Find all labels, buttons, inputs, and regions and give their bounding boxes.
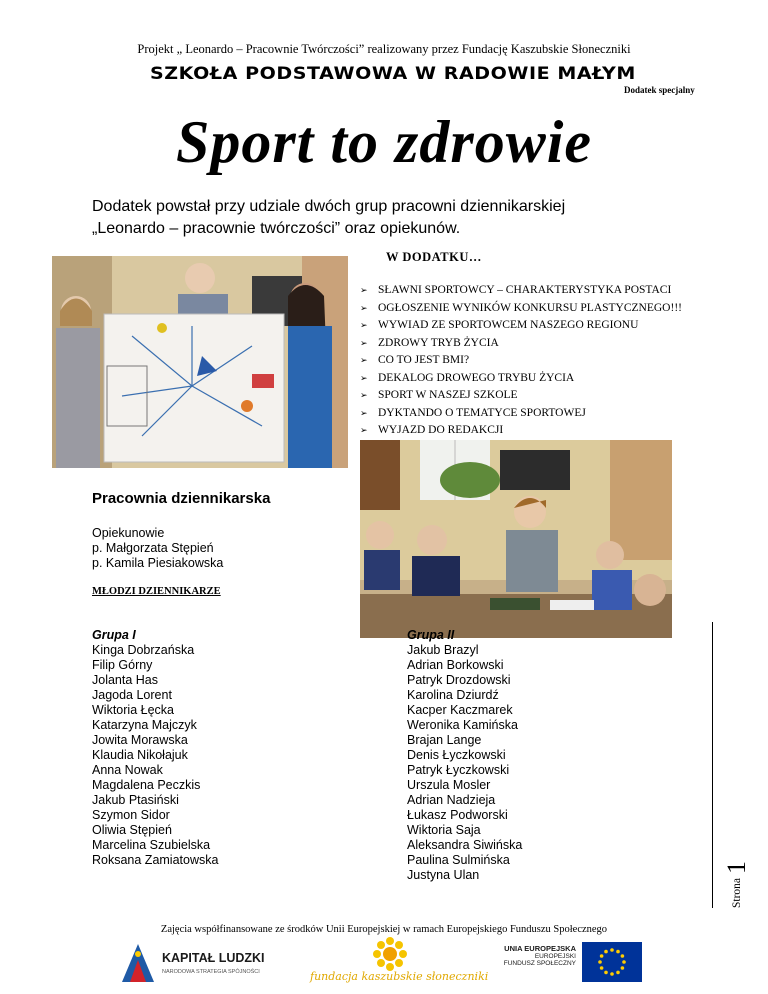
school-name: SZKOŁA PODSTAWOWA W RADOWIE MAŁYM: [150, 64, 636, 84]
member-name: Jowita Morawska: [92, 733, 188, 747]
caretakers-block: [92, 526, 223, 571]
young-journalists-heading: MŁODZI DZIENNIKARZE: [92, 586, 221, 597]
eu-text-block: [490, 944, 576, 984]
bullet-arrow-icon: ➢: [360, 286, 368, 296]
special-edition-label: Dodatek specjalny: [624, 85, 695, 95]
project-line: Projekt „ Leonardo – Pracownie Twórczości” realizowany przez Fundację Kaszubskie Słoneczniki: [137, 42, 631, 56]
bullet-arrow-icon: ➢: [360, 408, 368, 419]
group-title: Grupa II: [407, 628, 455, 642]
caretaker-name: p. Kamila Piesiakowska: [92, 556, 224, 570]
footer-funding-text: Zajęcia współfinansowane ze środków Unii Europejskiej w ramach Europejskiego Funduszu Społecznego: [160, 924, 608, 935]
member-name: Jakub Ptasiński: [92, 793, 179, 807]
kapital-ludzki-emblem-icon: [118, 942, 158, 986]
kapital-ludzki-logo: [118, 942, 278, 988]
member-name: Aleksandra Siwińska: [407, 838, 523, 852]
bullet-arrow-icon: ➢: [360, 391, 368, 401]
caretakers-label: Opiekunowie: [92, 526, 165, 540]
intro-text: [92, 196, 565, 240]
member-name: Urszula Mosler: [407, 778, 491, 792]
supplement-list: [360, 282, 682, 457]
classroom-photo: [360, 440, 672, 638]
list-item: ➢ SŁAWNI SPORTOWCY – CHARAKTERYSTYKA POSTACI: [360, 282, 682, 300]
member-name: Magdalena Peczkis: [92, 778, 201, 792]
eu-line-1: UNIA EUROPEJSKA: [504, 944, 576, 953]
list-item: ➢ DEKALOG DROWEGO TRYBU ŻYCIA: [360, 370, 682, 388]
member-name: Patryk Łyczkowski: [407, 763, 510, 777]
list-item: ➢ WYJAZD DO REDAKCJI: [360, 422, 682, 440]
caretaker-name: p. Małgorzata Stępień: [92, 541, 214, 555]
supplement-heading: W DODATKU…: [386, 250, 482, 264]
member-name: Klaudia Nikołajuk: [92, 748, 188, 762]
member-name: Wiktoria Łęcka: [92, 703, 174, 717]
member-name: Łukasz Podworski: [407, 808, 508, 822]
group-1-list: [92, 628, 218, 868]
member-name: Kinga Dobrzańska: [92, 643, 195, 657]
member-name: Weronika Kamińska: [407, 718, 518, 732]
member-name: Karolina Dziurdź: [407, 688, 499, 702]
intro-line-1: Dodatek powstał przy udziale dwóch grup pracowni dziennikarskiej: [92, 198, 566, 215]
group-2-list: [407, 628, 522, 883]
fundacja-name: fundacja kaszubskie słoneczniki: [310, 970, 489, 983]
member-name: Denis Łyczkowski: [407, 748, 506, 762]
list-item: ➢ WYWIAD ZE SPORTOWCEM NASZEGO REGIONU: [360, 317, 682, 335]
sunflower-icon: [372, 936, 408, 972]
member-name: Marcelina Szubielska: [92, 838, 211, 852]
bullet-arrow-icon: ➢: [360, 338, 368, 349]
bullet-arrow-icon: ➢: [360, 426, 368, 436]
list-item: ➢ OGŁOSZENIE WYNIKÓW KONKURSU PLASTYCZNEGO!!!: [360, 300, 682, 318]
list-item: ➢ DYKTANDO O TEMATYCE SPORTOWEJ: [360, 405, 682, 423]
member-name: Justyna Ulan: [407, 868, 480, 882]
eu-flag-icon: [582, 942, 642, 982]
member-name: Oliwia Stępień: [92, 823, 172, 837]
member-name: Brajan Lange: [407, 733, 482, 747]
section-title: Pracownia dziennikarska: [92, 490, 271, 507]
member-name: Adrian Nadzieja: [407, 793, 496, 807]
list-item: ➢ CO TO JEST BMI?: [360, 352, 682, 370]
member-name: Filip Górny: [92, 658, 153, 672]
fundacja-logo: [310, 936, 489, 990]
students-poster-photo: [52, 256, 348, 468]
group-title: Grupa I: [92, 628, 136, 642]
list-item: ➢ SPORT W NASZEJ SZKOLE: [360, 387, 682, 405]
eu-line-3: FUNDUSZ SPOŁECZNY: [503, 960, 576, 967]
eu-line-2: EUROPEJSKI: [534, 953, 576, 960]
member-name: Szymon Sidor: [92, 808, 170, 822]
member-name: Jolanta Has: [92, 673, 159, 687]
page-divider: [712, 622, 713, 908]
member-name: Kacper Kaczmarek: [407, 703, 513, 717]
page-title: Sport to zdrowie: [175, 109, 593, 175]
kapital-ludzki-subtitle: NARODOWA STRATEGIA SPÓJNOŚCI: [162, 969, 260, 975]
member-name: Adrian Borkowski: [407, 658, 504, 672]
bullet-arrow-icon: ➢: [360, 373, 368, 384]
list-item: ➢ ZDROWY TRYB ŻYCIA: [360, 335, 682, 353]
member-name: Jagoda Lorent: [92, 688, 172, 702]
bullet-arrow-icon: ➢: [360, 356, 368, 366]
member-name: Jakub Brazyl: [407, 643, 479, 657]
member-name: Patryk Drozdowski: [407, 673, 511, 687]
member-name: Katarzyna Majczyk: [92, 718, 197, 732]
page-number-label: [722, 848, 752, 908]
member-name: Roksana Zamiatowska: [92, 853, 219, 867]
member-name: Anna Nowak: [92, 763, 163, 777]
member-name: Wiktoria Saja: [407, 823, 481, 837]
member-name: Paulina Sulmińska: [407, 853, 510, 867]
kapital-ludzki-title: KAPITAŁ LUDZKI: [162, 951, 265, 965]
page-label-text: Strona: [731, 877, 743, 908]
page-number: 1: [722, 860, 751, 874]
intro-line-2: „Leonardo – pracownie twórczości” oraz opiekunów.: [92, 220, 461, 237]
bullet-arrow-icon: ➢: [360, 321, 368, 331]
bullet-arrow-icon: ➢: [360, 303, 368, 314]
